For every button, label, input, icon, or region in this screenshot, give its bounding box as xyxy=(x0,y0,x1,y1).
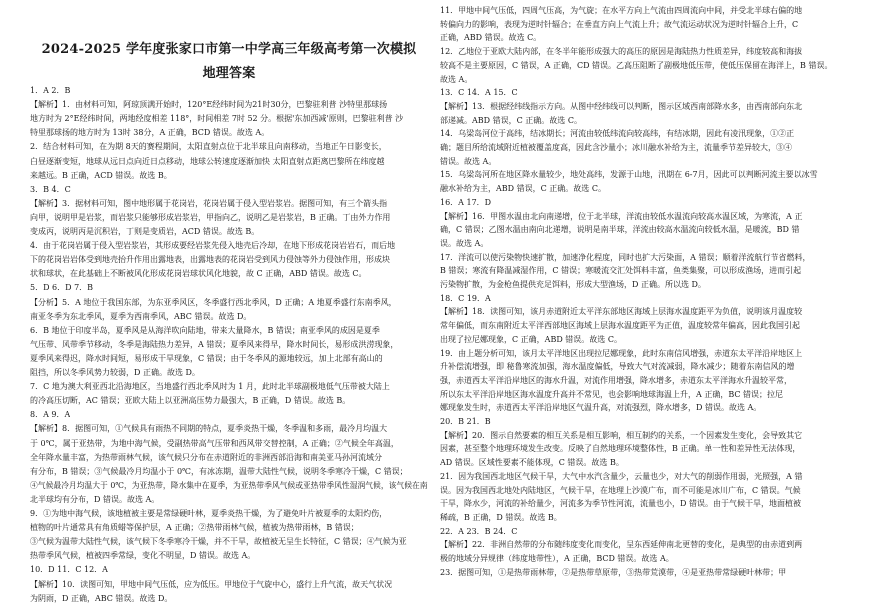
text-line: 【解析】1．由材料可知，阿琼顶满开始时，120°E经纬时间为21时30分，巴黎驻利普 沙特里那球扬 xyxy=(30,100,388,110)
text-line: 特里那球扬的地方时为 13时 38分，A 正确，BCD 错误。故选 A。 xyxy=(30,128,270,138)
text-line: 错误。故选 A。 xyxy=(440,156,497,166)
text-line: 10．D 11．C 12．A xyxy=(30,565,108,575)
text-line: 向甲，说明甲是岩浆，而岩浆只能够形成岩浆岩，甲指向乙，说明乙是岩浆岩，B 正确。丁由外力作用 xyxy=(30,212,391,222)
text-line: 16．A 17．D xyxy=(440,197,492,207)
text-line: 稀疏，B 正确，D 错误。故选 B。 xyxy=(440,512,562,522)
text-line: 【解析】3．据材料可知，图中地形属于花岗岩，花岗岩属于侵入型岩浆岩。据图可知，有三个箭头指 xyxy=(30,198,388,208)
text-line: 转偏向力的影响，表现为逆时针辐合；在垂直方向上气流上升；故气流运动状况为逆时针辐合上升，C xyxy=(440,19,799,29)
text-line: 14．乌梁岛河位于高纬，结冰期长；河流由较低纬流向较高纬，有结冰期，因此有凌汛现象，①②正 xyxy=(440,129,795,139)
text-line: 【解析】20．图示自然要素的相互关系是相互影响，相互制约的关系，一个因素发生变化，会导致其它 xyxy=(440,430,803,440)
text-line: ④气候最冷月均温大于 0℃，为亚热带，降水集中在夏季，为亚热带季风气候或亚热带季风性湿润气候，该气候在南 xyxy=(30,480,428,490)
text-line: 正确，ABD 错误。故选 C。 xyxy=(440,33,542,43)
text-line: AD 错误。区域性要素不能体现，C 错误。故选 B。 xyxy=(440,458,624,468)
text-line: 7．C 地为澳大利亚西北沿海地区，当地盛行西北季风时为 1 月，此时北半球副极地低气压带被大陆上 xyxy=(30,382,390,392)
text-line: 下的花岗岩岩体受到地壳抬升作用出露地表，出露地表的花岗岩受到风力侵蚀等外力侵蚀作用，形成块 xyxy=(30,255,390,265)
text-line: 来越远。B 正确，ACD 错误。故选 B。 xyxy=(30,170,172,180)
text-line: 5．D 6．D 7．B xyxy=(30,283,94,293)
text-line: 12．乙地位于亚欧大陆内部，在冬半年能形成强大的高压的原因是海陆热力性质差异，纬度较高和海拔 xyxy=(440,47,803,57)
text-line: 有分布，B 错误；③气候最冷月均温小于 0℃，有冰冻期，温带大陆性气候，说明冬季寒冷干燥，C 错误； xyxy=(30,466,408,476)
text-line: 17．洋流可以使污染物快速扩散，加速净化程度，同时也扩大污染面，A 错误；顺着洋流航行节省燃料， xyxy=(440,252,811,262)
text-line: 因素，甚至整个地理环境发生改变。反映了自然地理环境整体性，B 正确。单一性和差异性无法体现， xyxy=(440,444,801,454)
text-line: 15．乌梁岛河所在地区降水量较少，地处高纬，发源于山地，汛期在 6-7月，因此可以判断河流主要以冰雪 xyxy=(440,170,818,180)
text-line: 【解析】18．读图可知，该月赤道附近太平洋东部地区海域上层海水温度距平为负值，说明该月温度较 xyxy=(440,307,803,317)
text-line: 南亚冬季为东北季风，夏季为西南季风，ABC 错误。故选 D。 xyxy=(30,311,252,321)
text-line: 18．C 19．A xyxy=(440,293,491,303)
text-line: 热带季风气候，植被四季常绿，变化不明显，D 错误。故选 A。 xyxy=(30,551,256,561)
text-line: 23．据图可知，①是热带雨林带，②是热带草原带，③热带荒漠带，④是亚热带常绿硬叶林带；甲 xyxy=(440,567,787,577)
text-line: 1．A 2．B xyxy=(30,86,71,95)
text-line: 融水补给为主，ABD 错误，C 正确。故选 C。 xyxy=(440,184,606,194)
text-line: 【解析】16．甲图水温由北向南递增，位于北半球，洋流由较低水温流向较高水温区域，为寒流，A 正 xyxy=(440,211,803,221)
text-line: 21．因为我国西北地区气候干旱，大气中水汽含量少，云量也少，对大气的削弱作用弱，光照强，A 错 xyxy=(440,471,803,481)
text-line: 状和球状，在此基础上不断被风化形成花岗岩球状风化地貌，故 C 正确，ABD 错误。故选 C。 xyxy=(30,269,367,279)
text-line: ③气候为温带大陆性气候，该气候下冬季寒冷干燥，并不干旱，故植被无呈生长特征，C 错误；④气候为亚 xyxy=(30,537,407,547)
text-line: 植物的叶片通常具有角质蜡等保护层，A 正确；②热带雨林气候，植被为热带雨林，B 错误； xyxy=(30,523,359,533)
text-line: 于 0℃，属于亚热带，为地中海气候，受副热带高气压带和西风带交替控制，A 正确；②气候全年高温， xyxy=(30,438,399,448)
text-line: 强，赤道西太平洋沿岸地区的海水升温，对流作用增强，降水增多，赤道东太平洋海水升温较平常， xyxy=(440,375,792,385)
text-line: 的冷高压切断，AC 错误；亚欧大陆上以亚洲高压势力最强大，B 正确，D 错误。故选 B。 xyxy=(30,396,351,406)
text-line: 【解析】8．据图可知，①气候具有雨热不同期的特点，夏季炎热干燥，冬季温和多雨，最冷月均温大 xyxy=(30,424,388,434)
text-line: 娜现象发生时，赤道西太平洋沿岸地区气温升高，对流强烈，降水增多，D 错误。故选 A。 xyxy=(440,403,762,413)
text-line: 夏季风来得迟，降水时间短，易形成干旱现象，C 错误；由于冬季风的源地较远，加上北部有高山的 xyxy=(30,353,383,363)
text-line: 22．A 23．B 24．C xyxy=(440,526,518,536)
text-line: 【解析】10．读图可知，甲地中间气压低，应为低压。甲地位于气旋中心，盛行上升气流，故天气状况 xyxy=(30,579,393,589)
text-line: 地方时为 2°E经纬时间，两地经度相差 118°，时间相差 7时 52 分。根据'东加西减'原则，巴黎驻利普 沙 xyxy=(30,114,404,124)
text-line: 【分析】5．A 地位于我国东部，为东亚季风区，冬季盛行西北季风，D 正确；A 地夏季盛行东南季风， xyxy=(30,297,397,307)
text-line: 20．B 21．B xyxy=(440,417,491,426)
text-line: 为阴雨，D 正确，ABC 错误。故选 D。 xyxy=(30,593,173,603)
text-line: 部递减。ABD 错误，C 正确。故选 C。 xyxy=(440,115,582,125)
text-line: 污染物扩散，为金枪鱼提供充足饵料，形成大型渔场，D 正确。所以选 D。 xyxy=(440,280,706,289)
text-line: 3．B 4．C xyxy=(30,184,71,194)
text-line: 9．①为地中海气候，该地植被主要是常绿硬叶林，夏季炎热干燥，为了避免叶片被夏季的太阳灼伤， xyxy=(30,509,388,518)
text-line: 误。故选 A。 xyxy=(440,238,489,248)
text-line: 出现了拉尼娜现象，C 正确，ABD 错误。故选 C。 xyxy=(440,334,622,344)
text-line: 白昼逐渐变短，地球从远日点向近日点移动，地球公转速度逐渐加快 太阳直射点距离巴黎所在纬度越 xyxy=(30,156,385,166)
text-line: 【解析】13．根据经纬线指示方向。从图中经纬线可以判断，图示区域西南部降水多，由西南部向东北 xyxy=(440,101,803,111)
text-line: 确，C 错误；乙图水温由南向北递增，说明是南半球，洋流由较高水温流向较低水温，是暖流，BD 错 xyxy=(440,225,800,235)
text-line: 变成丙，说明丙是沉积岩，丁则是变质岩，ACD 错误。故选 B。 xyxy=(30,227,260,236)
text-line: 阻挡，所以冬季风势力较弱，D 正确。故选 D。 xyxy=(30,368,200,377)
text-line: 【解析】22．非洲自然带的分布随纬度变化而变化，呈东西延伸南北更替的变化，是典型的由赤道到两 xyxy=(440,540,803,550)
text-line: 8．A 9．A xyxy=(30,410,71,420)
text-line: 2．结合材料可知，在为期 8天的赛程期间，太阳直射点位于北半球且向南移动，当地正午日影变长， xyxy=(30,142,387,152)
text-line: 故选 A。 xyxy=(440,74,473,84)
text-line: 气压带、风带季节移动，冬季是海陆热力差异，A 错误；夏季风来得早，降水时间长，易形成洪涝现象， xyxy=(30,339,399,349)
text-line: 干旱，降水少，河流的补给量少，河流多为季节性河流，流量也小，D 错误。由于气候干旱，地面植被 xyxy=(440,499,801,509)
text-line: 19．由上题分析可知，该月太平洋地区出现拉尼娜现象，此时东南信风增强，赤道东太平洋沿岸地区上 xyxy=(440,348,803,358)
text-line: 4．由于花岗岩属于侵入型岩浆岩，其形成要经岩浆先侵入地壳后冷却，在地下形成花岗岩岩石，而后地 xyxy=(30,241,396,251)
text-line: 13．C 14．A 15．C xyxy=(440,88,518,98)
text-line: 误。因为我国西北地处内陆地区，气候干旱，在地理上沙漠广布，而不可能是冰川广布，C 错误。气候 xyxy=(440,485,801,495)
text-line: 北半球均有分布，D 错误。故选 A。 xyxy=(30,494,160,504)
text-line: 常年偏低，而东南附近太平洋西部地区海域上层海水温度距平为正值，温度较常年偏高，因此我国引起 xyxy=(440,321,800,331)
text-line: 11．甲地中间气压低，四周气压高，为气旋；在水平方向上气流由四周流向中间，并受北半球右偏的地 xyxy=(440,6,803,15)
text-line: 6．B 地位于印度半岛，夏季风是从海洋吹向陆地，带来大量降水，B 错误；南亚季风的成因是夏季 xyxy=(30,325,380,335)
document-title: 2024-2025 学年度张家口市第一中学高三年级高考第一次模拟 xyxy=(41,42,417,57)
text-line: B 错误；寒流有降温减湿作用，C 错误；寒暖流交汇处饵料丰富，鱼类集聚，可以形成渔场，进而引起 xyxy=(440,266,802,276)
text-line: 较高不是主要原因，C 错误，A 正确，CD 错误。乙高压阻断了副极地低压带，使低压保留在海洋上，B 错误。 xyxy=(440,60,833,70)
text-line: 极的地域分异规律（纬度地带性），A 正确，BCD 错误。故选 A。 xyxy=(440,554,674,563)
document-subtitle: 地理答案 xyxy=(202,66,256,81)
text-line: 确；题目所给流域附近植被覆盖度高，因此含沙量小；冰川融水补给为主，流量季节差异较大，③④ xyxy=(440,143,792,152)
text-line: 所以东太平洋沿岸地区海水温度升高并不常见，也会影响地球海温上升，A 正确，BC 错误；拉尼 xyxy=(440,389,784,399)
text-line: 升补偿流增强，即 秘鲁寒流加强，海水温度偏低，导致大气对流减弱，降水减少；随着东南信风的增 xyxy=(440,362,795,372)
text-line: 全年降水量丰富，为热带雨林气候，该气候只分布在赤道附近的非洲西部沿海和南美亚马孙河流域分 xyxy=(30,452,382,462)
